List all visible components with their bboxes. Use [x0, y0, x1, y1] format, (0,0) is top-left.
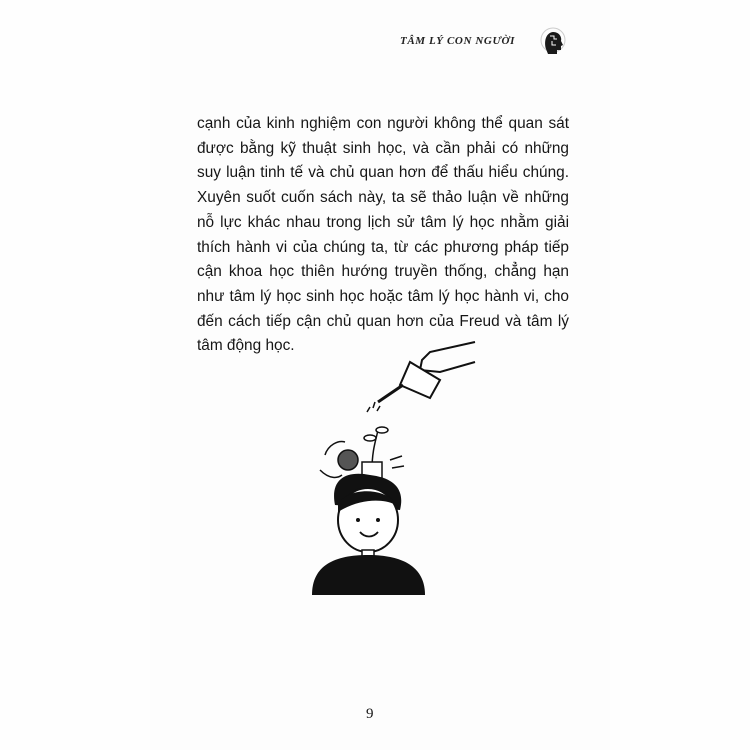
body-paragraph-block — [197, 112, 569, 359]
person-watering-plant-in-head-icon — [290, 330, 490, 600]
head-puzzle-icon — [540, 27, 566, 55]
body-paragraph: cạnh của kinh nghiệm con người không thể quan sát được bằng kỹ thuật sinh học, và cần phải có những suy luận tinh tế và chủ quan hơn để thấu hiểu chúng. Xuyên suốt cuốn sách này, ta sẽ thảo luận về những nỗ lực khác nhau trong lịch sử tâm lý học nhằm giải thích hành vi của chúng ta, từ các phương pháp tiếp cận khoa học thiên hướng truyền thống, chẳng hạn như tâm lý học sinh học hoặc tâm lý học hành vi, cho đến cách tiếp cận chủ quan hơn của Freud và tâm lý tâm động học. — [197, 115, 569, 355]
page-number: 9 — [366, 706, 374, 722]
running-title: TÂM LÝ CON NGƯỜI — [400, 35, 515, 47]
